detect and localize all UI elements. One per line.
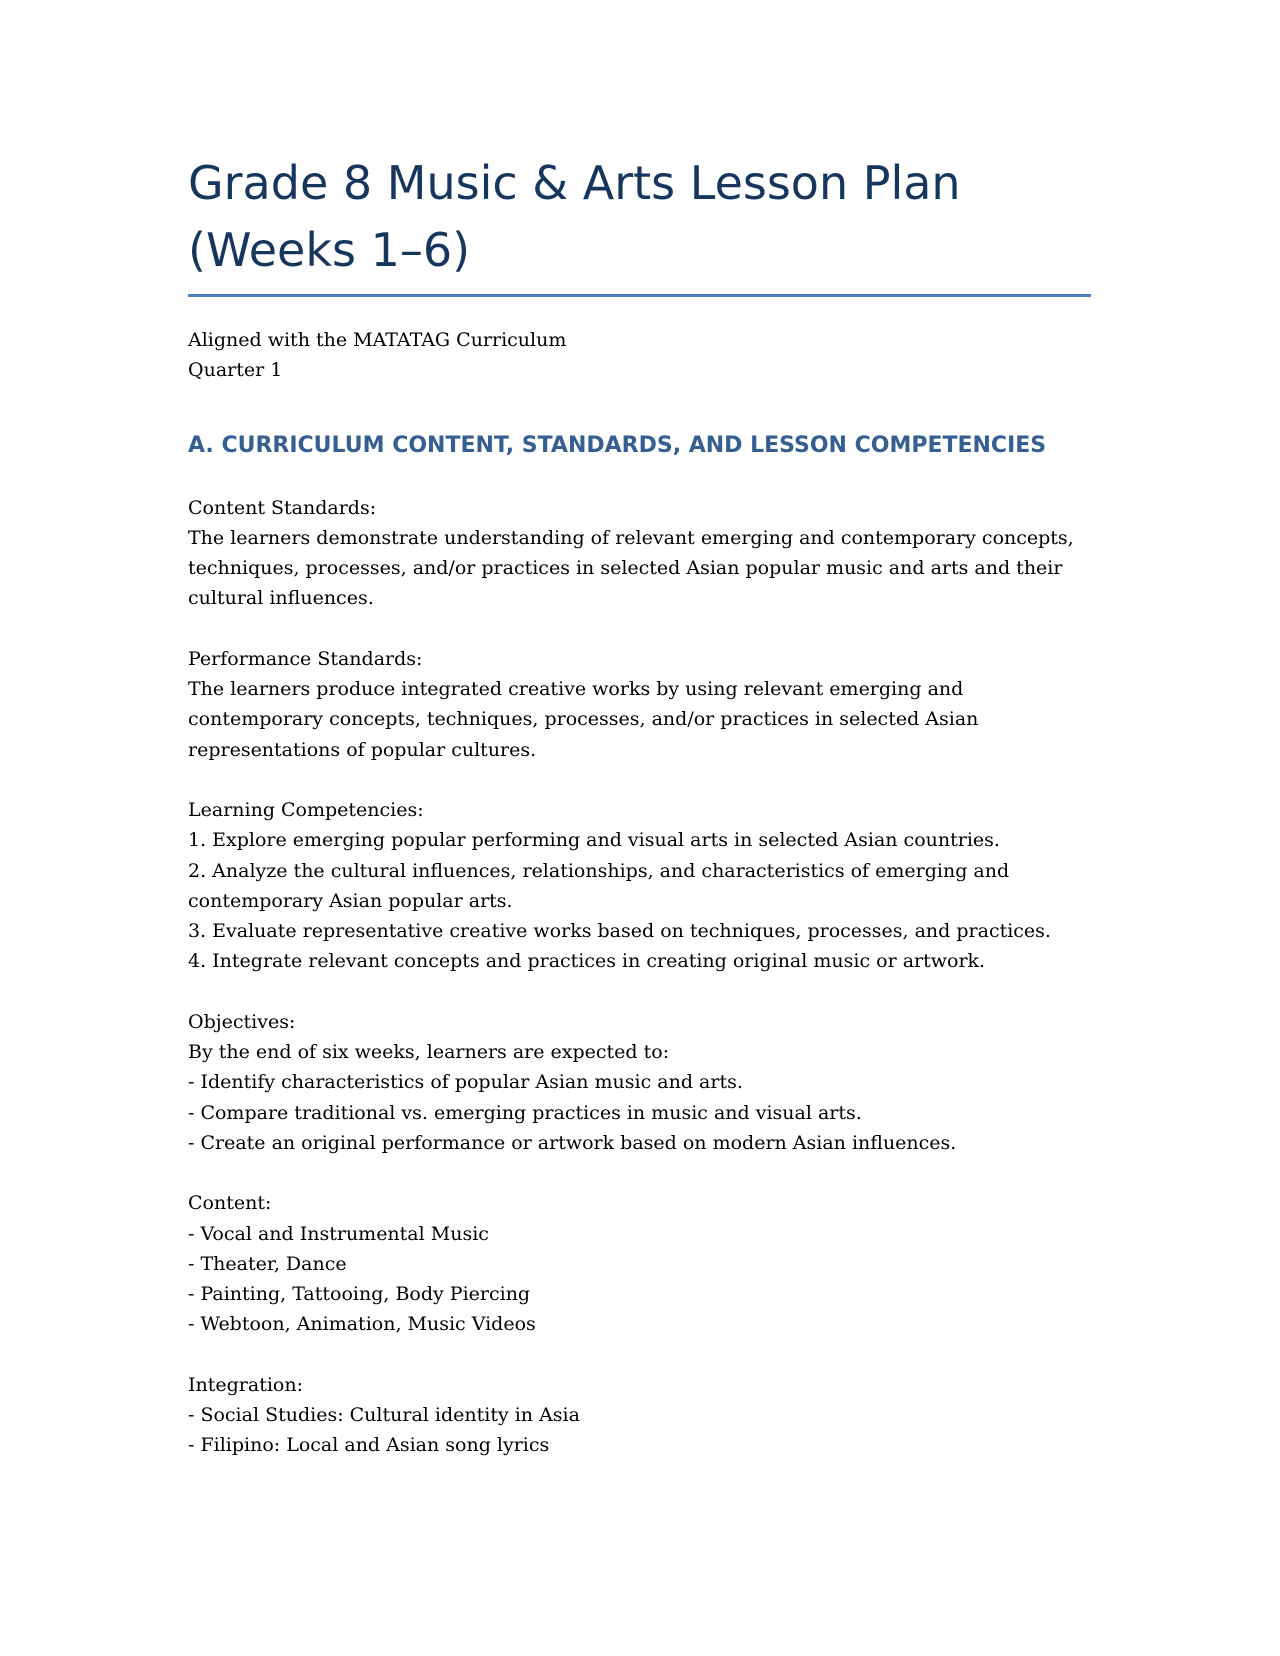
- objectives-intro: By the end of six weeks, learners are expected to:: [188, 1041, 670, 1064]
- content-item: - Webtoon, Animation, Music Videos: [188, 1313, 536, 1336]
- competency-item: 3. Evaluate representative creative works based on techniques, processes, and practices.: [188, 920, 1051, 943]
- objectives-label: Objectives:: [188, 1010, 296, 1033]
- integration-item: - Filipino: Local and Asian song lyrics: [188, 1434, 550, 1457]
- performance-standards-label: Performance Standards:: [188, 647, 423, 670]
- performance-standards-block: [188, 644, 1091, 765]
- competency-item: 2. Analyze the cultural influences, relationships, and characteristics of emerging and contemporary Asian popular arts.: [188, 859, 1010, 912]
- integration-item: - Social Studies: Cultural identity in Asia: [188, 1404, 580, 1427]
- content-standards-label: Content Standards:: [188, 496, 377, 519]
- section-a-heading: A. CURRICULUM CONTENT, STANDARDS, AND LESSON COMPETENCIES: [188, 432, 1047, 458]
- performance-standards-text: The learners produce integrated creative works by using relevant emerging and contemporary concepts, techniques, processes, and/or practices in selected Asian representations of popular cultures.: [188, 678, 979, 761]
- content-block: [188, 1188, 1091, 1339]
- competency-item: 4. Integrate relevant concepts and practices in creating original music or artwork.: [188, 950, 986, 973]
- integration-label: Integration:: [188, 1373, 303, 1396]
- content-standards-block: [188, 493, 1091, 614]
- integration-block: [188, 1370, 1091, 1461]
- learning-competencies-label: Learning Competencies:: [188, 798, 424, 821]
- objective-item: - Identify characteristics of popular Asian music and arts.: [188, 1071, 743, 1094]
- content-item: - Vocal and Instrumental Music: [188, 1222, 489, 1245]
- content-label: Content:: [188, 1192, 272, 1215]
- content-item: - Theater, Dance: [188, 1252, 347, 1275]
- curriculum-alignment: Aligned with the MATATAG Curriculum: [188, 329, 567, 351]
- document-meta: [188, 325, 1091, 386]
- document-page: [188, 150, 1091, 1461]
- document-title: Grade 8 Music & Arts Lesson Plan (Weeks 1–6): [188, 150, 1091, 297]
- objective-item: - Compare traditional vs. emerging practices in music and visual arts.: [188, 1101, 862, 1124]
- objective-item: - Create an original performance or artwork based on modern Asian influences.: [188, 1131, 957, 1154]
- objectives-block: [188, 1007, 1091, 1158]
- quarter-label: Quarter 1: [188, 359, 283, 382]
- learning-competencies-block: [188, 795, 1091, 977]
- competency-item: 1. Explore emerging popular performing and visual arts in selected Asian countries.: [188, 829, 1000, 852]
- content-standards-text: The learners demonstrate understanding of relevant emerging and contemporary concepts, techniques, processes, and/or practices in selected Asian popular music and arts and their cultural influences.: [188, 526, 1074, 610]
- content-item: - Painting, Tattooing, Body Piercing: [188, 1283, 531, 1306]
